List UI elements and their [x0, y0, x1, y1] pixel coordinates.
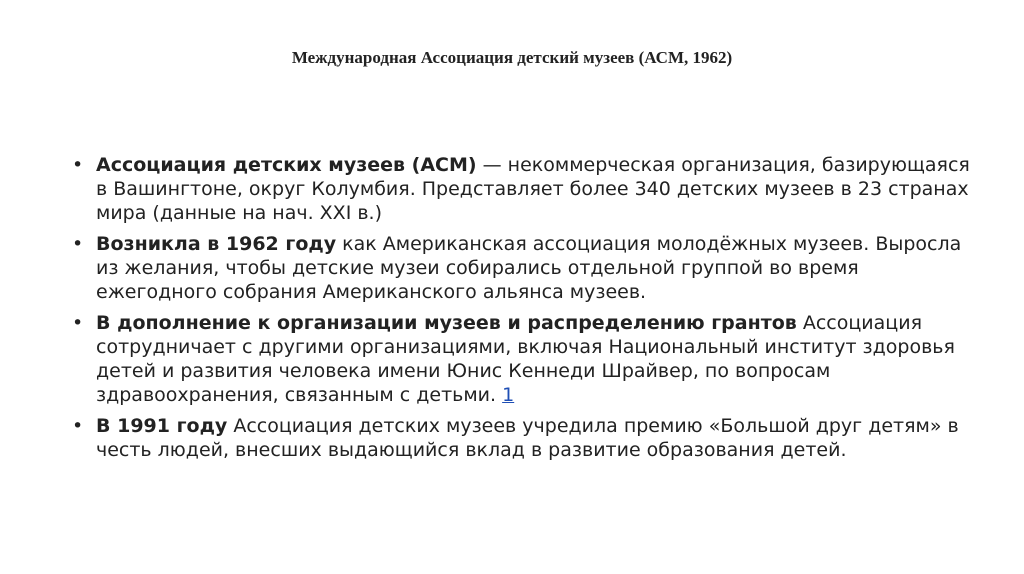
bullet-bold-text: В дополнение к организации музеев и распределению грантов — [96, 312, 797, 334]
bullet-dot-icon: • — [72, 415, 84, 437]
bullet-dot-icon: • — [72, 233, 84, 255]
bullet-item — [72, 311, 972, 407]
bullet-bold-text: Ассоциация детских музеев (ACM) — [96, 154, 477, 176]
bullet-list — [72, 153, 972, 469]
bullet-item — [72, 414, 972, 462]
bullet-text: Ассоциация детских музеев учредила премию «Большой друг детям» в честь людей, внесших выдающийся вклад в развитие образования детей. — [96, 415, 959, 461]
bullet-bold-text: Возникла в 1962 году — [96, 233, 337, 255]
bullet-dot-icon: • — [72, 312, 84, 334]
bullet-text: — некоммерческая организация, базирующаяся в Вашингтоне, округ Колумбия. Представляет более 340 детских музеев в 23 странах мира (данные на нач. XXI в.) — [96, 154, 970, 224]
bullet-dot-icon: • — [72, 154, 84, 176]
reference-link[interactable]: 1 — [502, 384, 515, 406]
bullet-text: как Американская ассоциация молодёжных музеев. Выросла из желания, чтобы детские музеи собирались отдельной группой во время ежегодного собрания Американского альянса музеев. — [96, 233, 962, 303]
bullet-item — [72, 232, 972, 304]
slide-title: Международная Ассоциация детский музеев (АСМ, 1962) — [291, 48, 733, 67]
bullet-bold-text: В 1991 году — [96, 415, 228, 437]
bullet-text: Ассоциация сотрудничает с другими организациями, включая Национальный институт здоровья детей и развития человека имени Юнис Кеннеди Шрайвер, по вопросам здравоохранения, связанным с детьми. — [96, 312, 955, 406]
bullet-item — [72, 153, 972, 225]
